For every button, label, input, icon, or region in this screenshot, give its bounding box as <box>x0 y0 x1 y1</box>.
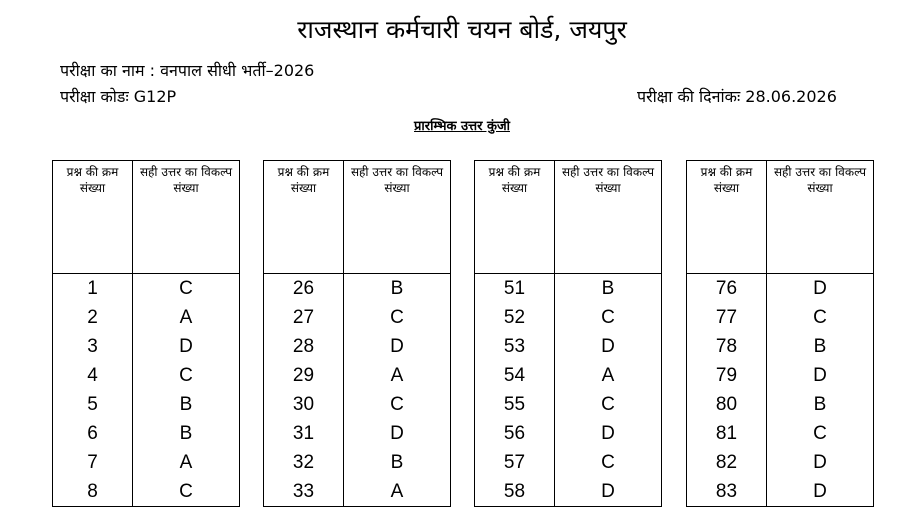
table-row <box>53 303 240 332</box>
question-number-cell: 77 <box>687 303 767 332</box>
correct-option-cell: D <box>133 332 240 361</box>
answer-key-table <box>686 160 874 507</box>
correct-option-cell: C <box>555 303 662 332</box>
question-number-cell: 7 <box>53 448 133 477</box>
correct-option-cell: B <box>133 390 240 419</box>
page-title: राजस्थान कर्मचारी चयन बोर्ड, जयपुर <box>297 15 627 44</box>
question-number-cell: 57 <box>475 448 555 477</box>
question-number-cell: 1 <box>53 274 133 304</box>
table-row <box>475 332 662 361</box>
table-row <box>53 332 240 361</box>
table-row <box>264 448 451 477</box>
table-row <box>475 448 662 477</box>
correct-option-cell: C <box>133 274 240 304</box>
exam-name: परीक्षा का नाम : वनपाल सीधी भर्ती–2026 <box>60 61 315 80</box>
question-number-cell: 8 <box>53 477 133 507</box>
correct-option-cell: D <box>344 332 451 361</box>
correct-option-header: सही उत्तर का विकल्प संख्या <box>344 161 451 274</box>
question-number-cell: 82 <box>687 448 767 477</box>
correct-option-cell: D <box>555 419 662 448</box>
correct-option-cell: D <box>767 448 874 477</box>
table-row <box>264 390 451 419</box>
table-row <box>53 390 240 419</box>
answer-key-table <box>263 160 451 507</box>
answer-key-subtitle: प्रारम्भिक उत्तर कुंजी <box>414 119 510 134</box>
table-row <box>475 361 662 390</box>
question-number-cell: 4 <box>53 361 133 390</box>
correct-option-cell: C <box>344 390 451 419</box>
question-number-cell: 53 <box>475 332 555 361</box>
table-row <box>687 274 874 304</box>
question-number-cell: 29 <box>264 361 344 390</box>
correct-option-cell: B <box>555 274 662 304</box>
question-number-cell: 79 <box>687 361 767 390</box>
exam-code: परीक्षा कोडः G12P <box>60 87 177 106</box>
correct-option-cell: C <box>133 361 240 390</box>
question-number-cell: 51 <box>475 274 555 304</box>
table-row <box>264 303 451 332</box>
correct-option-cell: A <box>133 448 240 477</box>
question-number-cell: 27 <box>264 303 344 332</box>
table-row <box>687 332 874 361</box>
correct-option-cell: C <box>555 448 662 477</box>
correct-option-cell: A <box>344 361 451 390</box>
table-row <box>53 448 240 477</box>
correct-option-header: सही उत्तर का विकल्प संख्या <box>133 161 240 274</box>
question-number-cell: 3 <box>53 332 133 361</box>
correct-option-cell: C <box>344 303 451 332</box>
table-row <box>53 361 240 390</box>
correct-option-cell: B <box>767 390 874 419</box>
correct-option-cell: D <box>555 332 662 361</box>
question-number-header: प्रश्न की क्रम संख्या <box>475 161 555 274</box>
question-number-cell: 30 <box>264 390 344 419</box>
question-number-cell: 58 <box>475 477 555 507</box>
correct-option-cell: C <box>555 390 662 419</box>
table-row <box>475 477 662 507</box>
question-number-cell: 2 <box>53 303 133 332</box>
correct-option-cell: B <box>344 274 451 304</box>
question-number-cell: 6 <box>53 419 133 448</box>
table-row <box>687 448 874 477</box>
exam-date: परीक्षा की दिनांकः 28.06.2026 <box>637 87 837 106</box>
table-row <box>475 274 662 304</box>
correct-option-cell: C <box>133 477 240 507</box>
table-row <box>264 274 451 304</box>
table-row <box>475 419 662 448</box>
table-row <box>53 419 240 448</box>
correct-option-cell: C <box>767 419 874 448</box>
question-number-cell: 54 <box>475 361 555 390</box>
question-number-cell: 5 <box>53 390 133 419</box>
question-number-cell: 80 <box>687 390 767 419</box>
question-number-cell: 83 <box>687 477 767 507</box>
question-number-cell: 26 <box>264 274 344 304</box>
question-number-cell: 56 <box>475 419 555 448</box>
question-number-header: प्रश्न की क्रम संख्या <box>687 161 767 274</box>
question-number-cell: 55 <box>475 390 555 419</box>
correct-option-cell: B <box>344 448 451 477</box>
table-row <box>687 477 874 507</box>
question-number-header: प्रश्न की क्रम संख्या <box>53 161 133 274</box>
table-row <box>264 419 451 448</box>
correct-option-cell: D <box>555 477 662 507</box>
table-row <box>475 303 662 332</box>
correct-option-cell: D <box>767 361 874 390</box>
table-row <box>687 390 874 419</box>
question-number-cell: 33 <box>264 477 344 507</box>
correct-option-header: सही उत्तर का विकल्प संख्या <box>555 161 662 274</box>
answer-key-table <box>474 160 662 507</box>
correct-option-cell: B <box>133 419 240 448</box>
correct-option-header: सही उत्तर का विकल्प संख्या <box>767 161 874 274</box>
correct-option-cell: D <box>344 419 451 448</box>
question-number-cell: 28 <box>264 332 344 361</box>
correct-option-cell: B <box>767 332 874 361</box>
table-row <box>264 477 451 507</box>
question-number-cell: 52 <box>475 303 555 332</box>
table-row <box>264 361 451 390</box>
correct-option-cell: A <box>344 477 451 507</box>
correct-option-cell: A <box>555 361 662 390</box>
correct-option-cell: C <box>767 303 874 332</box>
table-row <box>475 390 662 419</box>
correct-option-cell: D <box>767 274 874 304</box>
question-number-cell: 31 <box>264 419 344 448</box>
table-row <box>53 477 240 507</box>
question-number-cell: 81 <box>687 419 767 448</box>
table-row <box>687 303 874 332</box>
question-number-cell: 78 <box>687 332 767 361</box>
correct-option-cell: D <box>767 477 874 507</box>
correct-option-cell: A <box>133 303 240 332</box>
table-row <box>687 361 874 390</box>
table-row <box>264 332 451 361</box>
answer-key-table <box>52 160 240 507</box>
question-number-cell: 32 <box>264 448 344 477</box>
table-row <box>53 274 240 304</box>
question-number-cell: 76 <box>687 274 767 304</box>
question-number-header: प्रश्न की क्रम संख्या <box>264 161 344 274</box>
table-row <box>687 419 874 448</box>
